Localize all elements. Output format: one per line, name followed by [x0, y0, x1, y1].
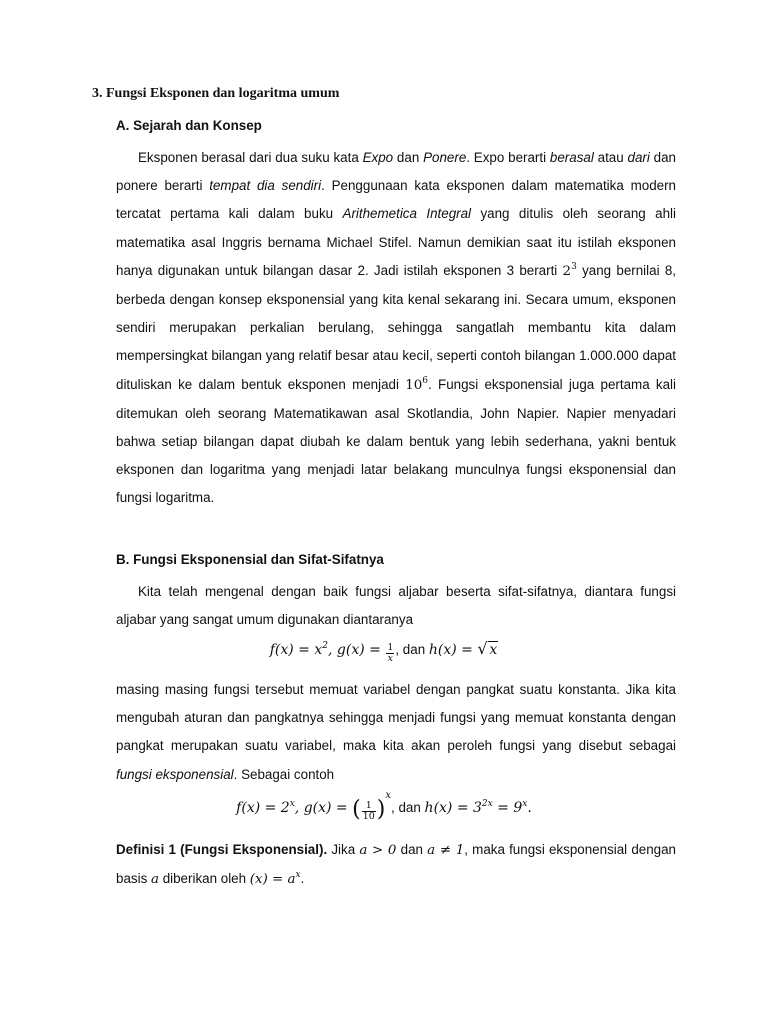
radical-sign-icon: √ — [477, 639, 488, 658]
term-ponere: Ponere — [423, 150, 467, 165]
text-run: dan ponere berarti — [116, 150, 677, 194]
math-f: f(x) = 2 — [236, 800, 290, 816]
term-fungsi-eksponensial: fungsi eksponensial — [116, 766, 234, 782]
term-expo: Expo — [362, 150, 394, 165]
text-run: . Sebagai contoh — [233, 766, 335, 782]
text-run: . Fungsi eksponensial juga pertama kali ditemukan oleh seorang Matematikawan asal Skotlandia, John Napier. Napier menyadari bahwa setiap bilangan dapat diubah ke dalam bentuk yang lebih sederhana, yakni bentuk eksponen dan logaritma yang menjadi latar belakang munculnya fungsi eksponensial dan fungsi logaritma. — [116, 376, 676, 506]
math-f: f(x) = x — [269, 642, 323, 658]
fraction-numerator: 1 — [362, 801, 376, 812]
term-tempat: tempat dia sendiri — [209, 178, 322, 194]
term-berasal: berasal — [549, 150, 594, 165]
math-function: (x) = a — [249, 872, 296, 888]
section-b-paragraph-2 — [116, 676, 676, 789]
definition-1 — [116, 836, 676, 894]
math-h: h(x) = — [428, 642, 478, 658]
square-root — [477, 639, 498, 658]
text-run: masing masing fungsi tersebut memuat variabel dengan pangkat suatu konstanta. Jika kita mengubah aturan dan pangkatnya sehingga menjadi fungsi yang memuat konstanta dengan pangkat merupakan suatu variabel, maka kita akan peroleh fungsi yang disebut sebagai — [116, 682, 676, 754]
equation-exponential-examples — [0, 790, 768, 822]
math-g-exp: x — [385, 790, 392, 801]
text-run: Eksponen berasal dari dua suku kata — [138, 150, 363, 165]
fraction — [386, 643, 394, 664]
math-h: h(x) = 3 — [424, 800, 482, 816]
text-run: , dan — [391, 800, 425, 815]
text-run: Jika — [327, 842, 360, 857]
math-exp-3: 3 — [571, 261, 577, 272]
math-cond-1: a > 0 — [359, 843, 397, 858]
definition-label: Definisi 1 (Fungsi Eksponensial). — [116, 842, 328, 857]
fraction-denominator: x — [387, 653, 394, 664]
math-g: , g(x) = — [294, 800, 353, 816]
text-run: . — [300, 871, 305, 887]
text-run: yang ditulis oleh seorang ahli matematika asal Inggris bernama Michael Stifel. Namun demikian saat itu istilah eksponen hanya digunakan untuk bilangan dasar 2. Jadi istilah eksponen 3 berarti — [116, 206, 676, 278]
text-run: . Penggunaan kata eksponen dalam matematika modern tercatat pertama kali dalam buku — [116, 178, 677, 222]
math-base-10: 10 — [405, 377, 423, 393]
math-f-exp: x — [289, 799, 295, 809]
math-h-exp: 2x — [481, 799, 493, 809]
fraction-numerator: 1 — [387, 642, 394, 653]
math-exp-6: 6 — [422, 375, 429, 386]
chapter-title: 3. Fungsi Eksponen dan logaritma umum — [92, 86, 340, 101]
text-run: yang bernilai 8, berbeda dengan konsep eksponensial yang kita kenal sekarang ini. Secara umum, eksponen sendiri merupakan perkalian berulang, sehingga sangatlah membantu kita dalam mempersingkat bilangan yang relatif besar atau kecil, seperti contoh bilangan 1.000.000 dapat dituliskan ke dalam bentuk eksponen menjadi — [116, 262, 676, 392]
equation-algebraic-functions — [0, 639, 768, 664]
math-h-eq: = 9 — [492, 800, 523, 816]
paren-open: ( — [352, 797, 361, 822]
book-title: Arithemetica Integral — [342, 206, 472, 222]
math-function-exp: x — [295, 870, 301, 881]
text-run: dan — [396, 842, 428, 857]
section-b-paragraph-1: Kita telah mengenal dengan baik fungsi aljabar beserta sifat-sifatnya, diantara fungsi aljabar yang sangat umum digunakan diantaranya — [116, 584, 676, 628]
text-run: , maka fungsi eksponensial dengan basis — [116, 842, 677, 887]
text-run: , dan — [395, 642, 429, 657]
section-b-title: B. Fungsi Eksponensial dan Sifat-Sifatnya — [116, 552, 384, 567]
math-f-exp: 2 — [322, 641, 328, 651]
section-a-title: A. Sejarah dan Konsep — [116, 118, 262, 133]
fraction-denominator: 10 — [362, 811, 375, 822]
math-base-2: 2 — [562, 263, 572, 279]
text-run: . Expo berarti — [466, 150, 550, 165]
term-dari: dari — [627, 150, 650, 165]
paren-close: ) — [376, 797, 386, 822]
text-run: dan — [393, 150, 424, 165]
math-cond-2: a ≠ 1 — [427, 843, 465, 858]
math-end: . — [527, 800, 532, 816]
math-h-exp2: x — [522, 799, 528, 809]
text-run: atau — [593, 150, 628, 165]
section-a-paragraph — [116, 144, 676, 513]
fraction — [362, 801, 376, 822]
radicand: x — [489, 642, 498, 658]
text-run: diberikan oleh — [158, 871, 250, 887]
math-g: , g(x) = — [328, 642, 386, 658]
math-basis: a — [150, 872, 159, 888]
